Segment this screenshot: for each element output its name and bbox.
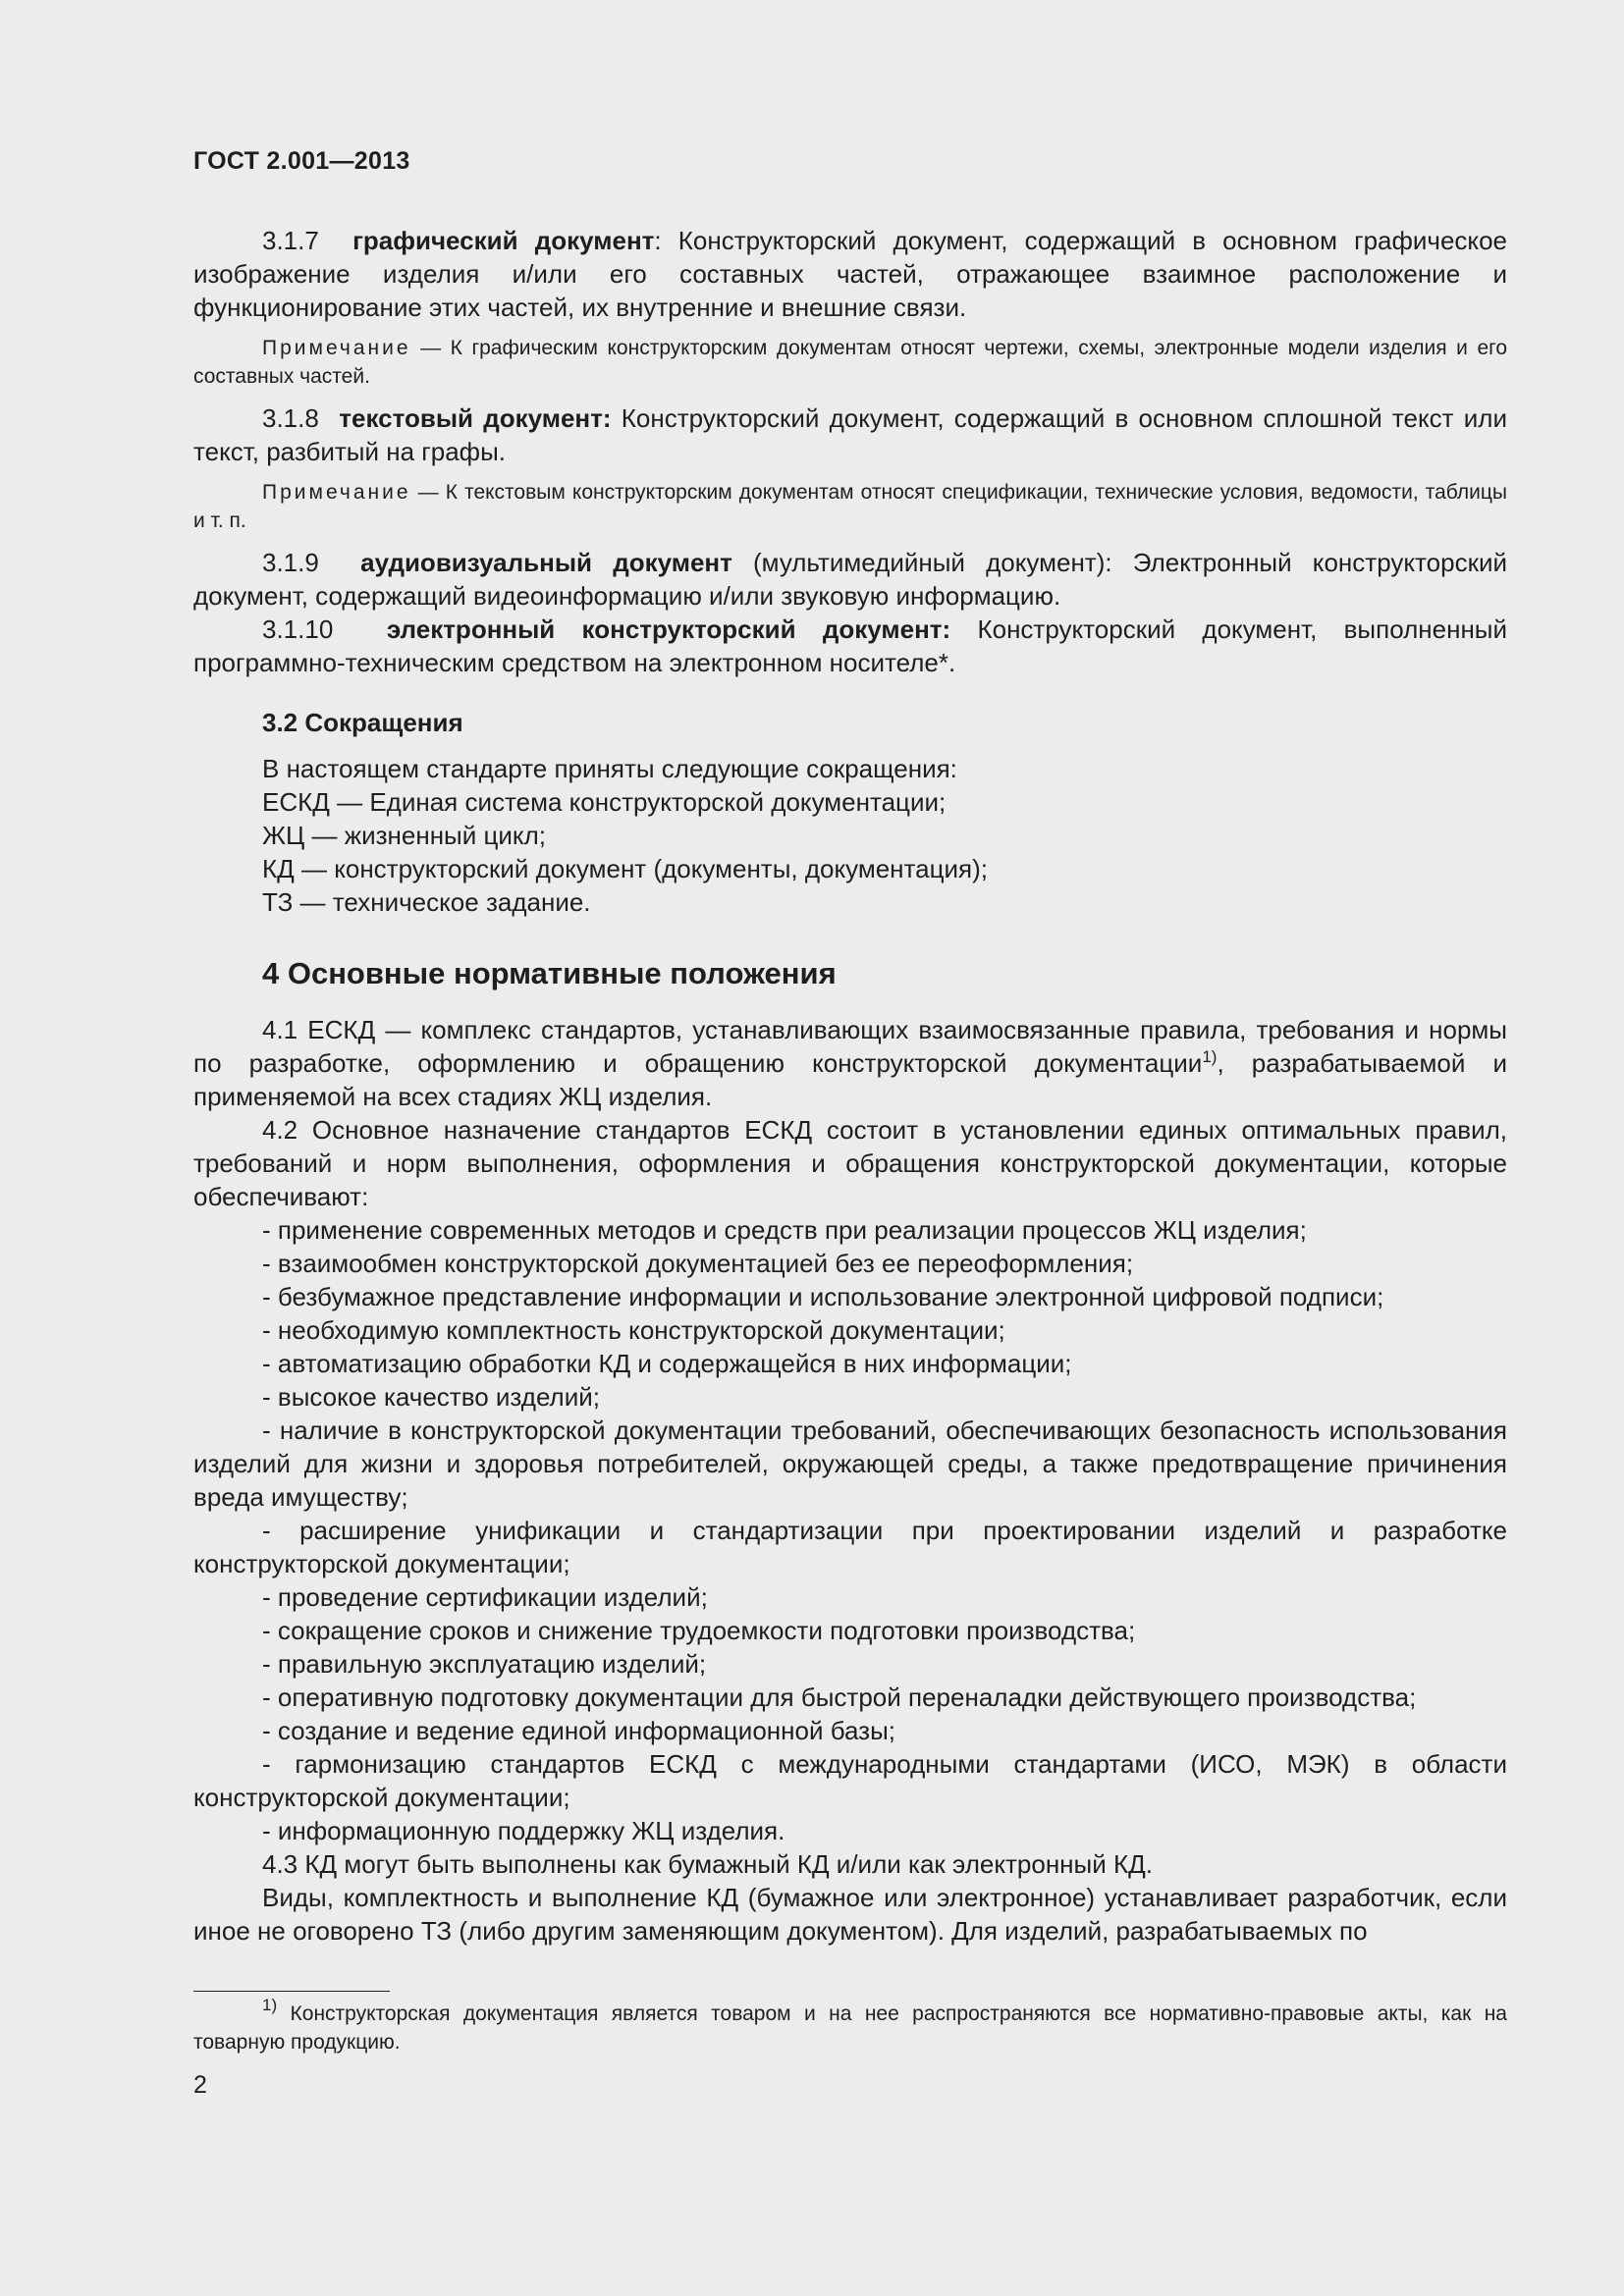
term-number: 3.1.7 bbox=[262, 226, 319, 255]
term-definition: Конструкторский документ, содержащий в основном сплошной текст или текст, разбитый на графы. bbox=[193, 403, 1508, 466]
term-3-1-10 bbox=[193, 613, 1507, 679]
paragraph-4-2: 4.2 Основное назначение стандартов ЕСКД состоит в установлении единых оптимальных правил, требований и норм выполнения, оформления и обращения конструкторской документации, которые обеспечивают: bbox=[193, 1115, 1507, 1211]
bullet-item: - автоматизацию обработки КД и содержащейся в них информации; bbox=[262, 1349, 1072, 1378]
footnote-divider bbox=[193, 1991, 390, 1992]
term-3-1-7 bbox=[193, 224, 1507, 324]
term-definition: Конструкторский документ, выполненный программно-техническим средством на электронном носителе*. bbox=[193, 614, 1508, 677]
abbreviation-item: ТЗ — техническое задание. bbox=[262, 887, 591, 917]
term-title: текстовый документ: bbox=[339, 403, 612, 433]
term-3-1-9 bbox=[193, 546, 1507, 613]
bullet-item: - необходимую комплектность конструкторской документации; bbox=[262, 1315, 1005, 1345]
bullet-item: - сокращение сроков и снижение трудоемкости подготовки производства; bbox=[262, 1616, 1136, 1645]
bullet-item: - взаимообмен конструкторской документацией без ее переоформления; bbox=[262, 1249, 1134, 1278]
bullet-item: - расширение унификации и стандартизации при проектировании изделий и разработке конструкторской документации; bbox=[193, 1516, 1507, 1578]
footnote-marker: 1) bbox=[262, 1996, 278, 2014]
note-graphic bbox=[193, 335, 1507, 391]
abbreviation-item: КД — конструкторский документ (документы, документация); bbox=[262, 854, 988, 883]
footnote-ref: 1) bbox=[1202, 1047, 1218, 1066]
bullet-item: - безбумажное представление информации и использование электронной цифровой подписи; bbox=[262, 1282, 1384, 1311]
bullet-item: - оперативную подготовку документации для быстрой переналадки действующего производства; bbox=[262, 1682, 1417, 1712]
bullet-item: - создание и ведение единой информационной базы; bbox=[262, 1716, 896, 1745]
bullet-item: - информационную поддержку ЖЦ изделия. bbox=[262, 1816, 785, 1845]
term-3-1-8 bbox=[193, 401, 1507, 468]
abbreviations-list bbox=[193, 752, 1507, 919]
term-definition: Конструкторский документ, содержащий в основном графическое изображение изделия и/или его составных частей, отражающее взаимное расположение и функционирование этих частей, их внутренние и внешние связи. bbox=[193, 226, 1507, 322]
term-number: 3.1.8 bbox=[262, 403, 319, 433]
paragraph-text: 4.1 ЕСКД — комплекс стандартов, устанавливающих взаимосвязанные правила, требования и нормы по разработке, оформлению и обращению конструкторской документации bbox=[193, 1015, 1507, 1078]
document-body bbox=[193, 224, 1507, 1948]
purpose-bullets bbox=[193, 1213, 1507, 1847]
abbreviations-intro: В настоящем стандарте приняты следующие сокращения: bbox=[262, 754, 957, 783]
note-text-docs bbox=[193, 479, 1507, 535]
bullet-item: - проведение сертификации изделий; bbox=[262, 1582, 708, 1612]
term-title: графический документ bbox=[352, 226, 655, 255]
term-separator: : bbox=[654, 226, 662, 255]
section-3-2-heading: 3.2 Сокращения bbox=[262, 708, 463, 737]
footnote bbox=[193, 1996, 1507, 2056]
paragraph-4-3-continued: Виды, комплектность и выполнение КД (бумажное или электронное) устанавливает разработчик, если иное не оговорено ТЗ (либо другим заменяющим документом). Для изделий, разрабатываемых по bbox=[193, 1883, 1507, 1946]
abbreviation-item: ЕСКД — Единая система конструкторской документации; bbox=[262, 787, 947, 817]
bullet-item: - правильную эксплуатацию изделий; bbox=[262, 1649, 707, 1679]
document-header: ГОСТ 2.001—2013 bbox=[193, 147, 410, 175]
note-label: Примечание bbox=[262, 481, 411, 504]
term-number: 3.1.10 bbox=[262, 614, 334, 644]
footnote-text: Конструкторская документация является товаром и на нее распространяются все нормативно-правовые акты, как на товарную продукцию. bbox=[193, 2002, 1507, 2054]
term-title: электронный конструкторский документ: bbox=[386, 614, 951, 644]
paragraph-text: , разрабатываемой и применяемой на всех стадиях ЖЦ изделия. bbox=[193, 1048, 1507, 1111]
note-text: — К графическим конструкторским документам относят чертежи, схемы, электронные модели изделия и его составных частей. bbox=[193, 337, 1507, 388]
paragraph-4-3: 4.3 КД могут быть выполнены как бумажный КД и/или как электронный КД. bbox=[262, 1849, 1153, 1879]
term-definition: (мультимедийный документ): Электронный конструкторский документ, содержащий видеоинформацию и/или звуковую информацию. bbox=[193, 548, 1507, 611]
bullet-item: - высокое качество изделий; bbox=[262, 1382, 600, 1412]
page-number: 2 bbox=[193, 2071, 207, 2099]
bullet-item: - наличие в конструкторской документации требований, обеспечивающих безопасность использования изделий для жизни и здоровья потребителей, окружающей среды, а также предотвращение причинения вреда имуществу; bbox=[193, 1415, 1507, 1512]
abbreviation-item: ЖЦ — жизненный цикл; bbox=[262, 821, 546, 850]
note-label: Примечание bbox=[262, 337, 411, 359]
bullet-item: - применение современных методов и средств при реализации процессов ЖЦ изделия; bbox=[262, 1215, 1307, 1245]
term-title: аудиовизуальный документ bbox=[360, 548, 732, 577]
term-number: 3.1.9 bbox=[262, 548, 319, 577]
section-4-heading: 4 Основные нормативные положения bbox=[262, 956, 837, 990]
bullet-item: - гармонизацию стандартов ЕСКД с международными стандартами (ИСО, МЭК) в области конструкторской документации; bbox=[193, 1749, 1507, 1812]
note-text: — К текстовым конструкторским документам относят спецификации, технические условия, ведомости, таблицы и т. п. bbox=[193, 481, 1507, 532]
paragraph-4-1 bbox=[193, 1013, 1507, 1113]
